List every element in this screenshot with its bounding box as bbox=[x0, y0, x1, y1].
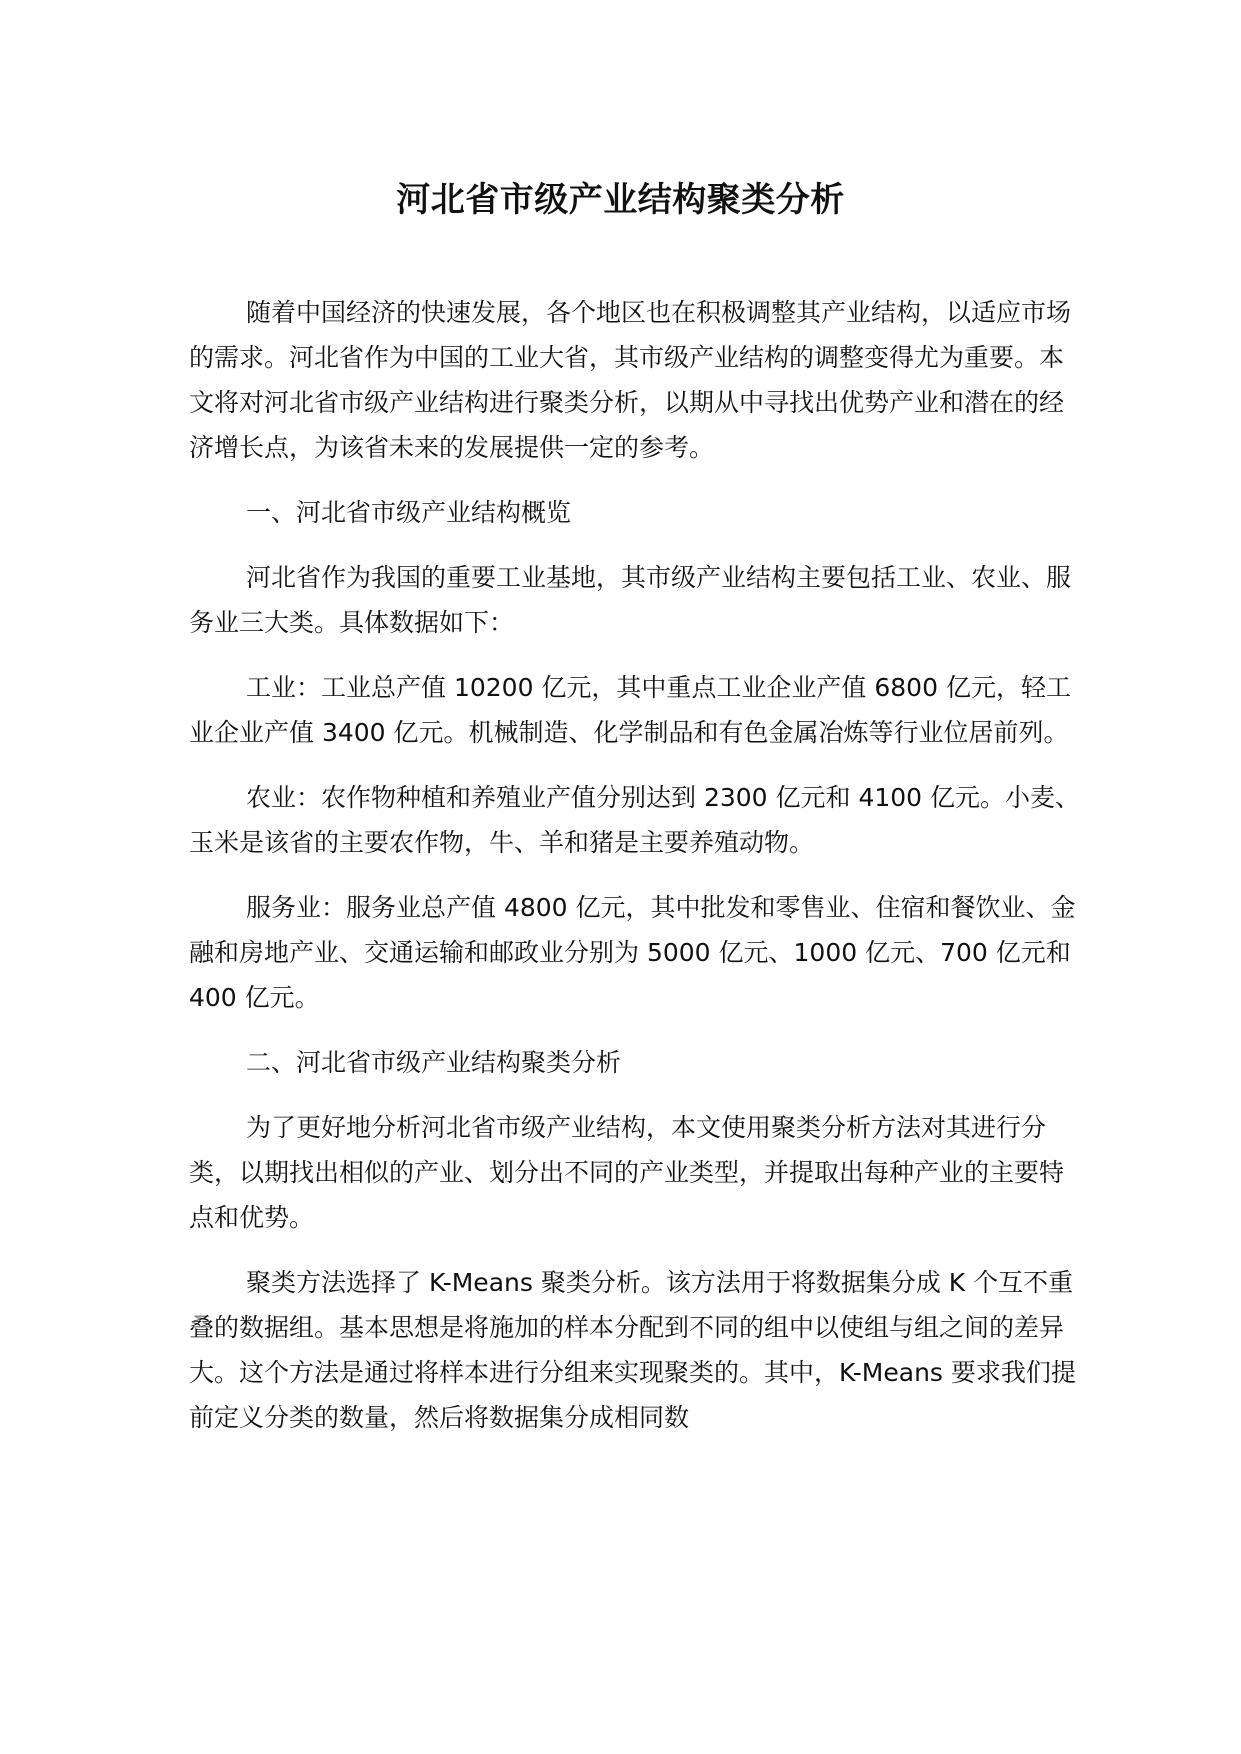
document-title: 河北省市级产业结构聚类分析 bbox=[396, 180, 845, 220]
agriculture-paragraph: 农业：农作物种植和养殖业产值分别达到 2300 亿元和 4100 亿元。小麦、玉米是该省的主要农作物，牛、羊和猪是主要养殖动物。 bbox=[189, 783, 1081, 857]
cluster-intro-paragraph: 为了更好地分析河北省市级产业结构，本文使用聚类分析方法对其进行分类，以期找出相似的产业、划分出不同的产业类型，并提取出每种产业的主要特点和优势。 bbox=[189, 1113, 1065, 1232]
section-heading-2: 二、河北省市级产业结构聚类分析 bbox=[246, 1048, 622, 1077]
kmeans-paragraph: 聚类方法选择了 K-Means 聚类分析。该方法用于将数据集分成 K 个互不重叠的数据组。基本思想是将施加的样本分配到不同的组中以使组与组之间的差异大。这个方法是通过将样本进行分组来实现聚类的。其中，K-Means 要求我们提前定义分类的数量，然后将数据集分成相同数 bbox=[189, 1268, 1076, 1432]
intro-paragraph: 随着中国经济的快速发展，各个地区也在积极调整其产业结构，以适应市场的需求。河北省作为中国的工业大省，其市级产业结构的调整变得尤为重要。本文将对河北省市级产业结构进行聚类分析，以期从中寻找出优势产业和潜在的经济增长点，为该省未来的发展提供一定的参考。 bbox=[189, 298, 1072, 462]
section-heading-1: 一、河北省市级产业结构概览 bbox=[246, 498, 572, 527]
services-paragraph: 服务业：服务业总产值 4800 亿元，其中批发和零售业、住宿和餐饮业、金融和房地产业、交通运输和邮政业分别为 5000 亿元、1000 亿元、700 亿元和 400 亿元。 bbox=[189, 893, 1076, 1012]
industry-paragraph: 工业：工业总产值 10200 亿元，其中重点工业企业产值 6800 亿元，轻工业企业产值 3400 亿元。机械制造、化学制品和有色金属冶炼等行业位居前列。 bbox=[189, 673, 1071, 747]
document-body bbox=[189, 290, 1081, 1460]
overview-paragraph: 河北省作为我国的重要工业基地，其市级产业结构主要包括工业、农业、服务业三大类。具体数据如下： bbox=[189, 563, 1072, 637]
